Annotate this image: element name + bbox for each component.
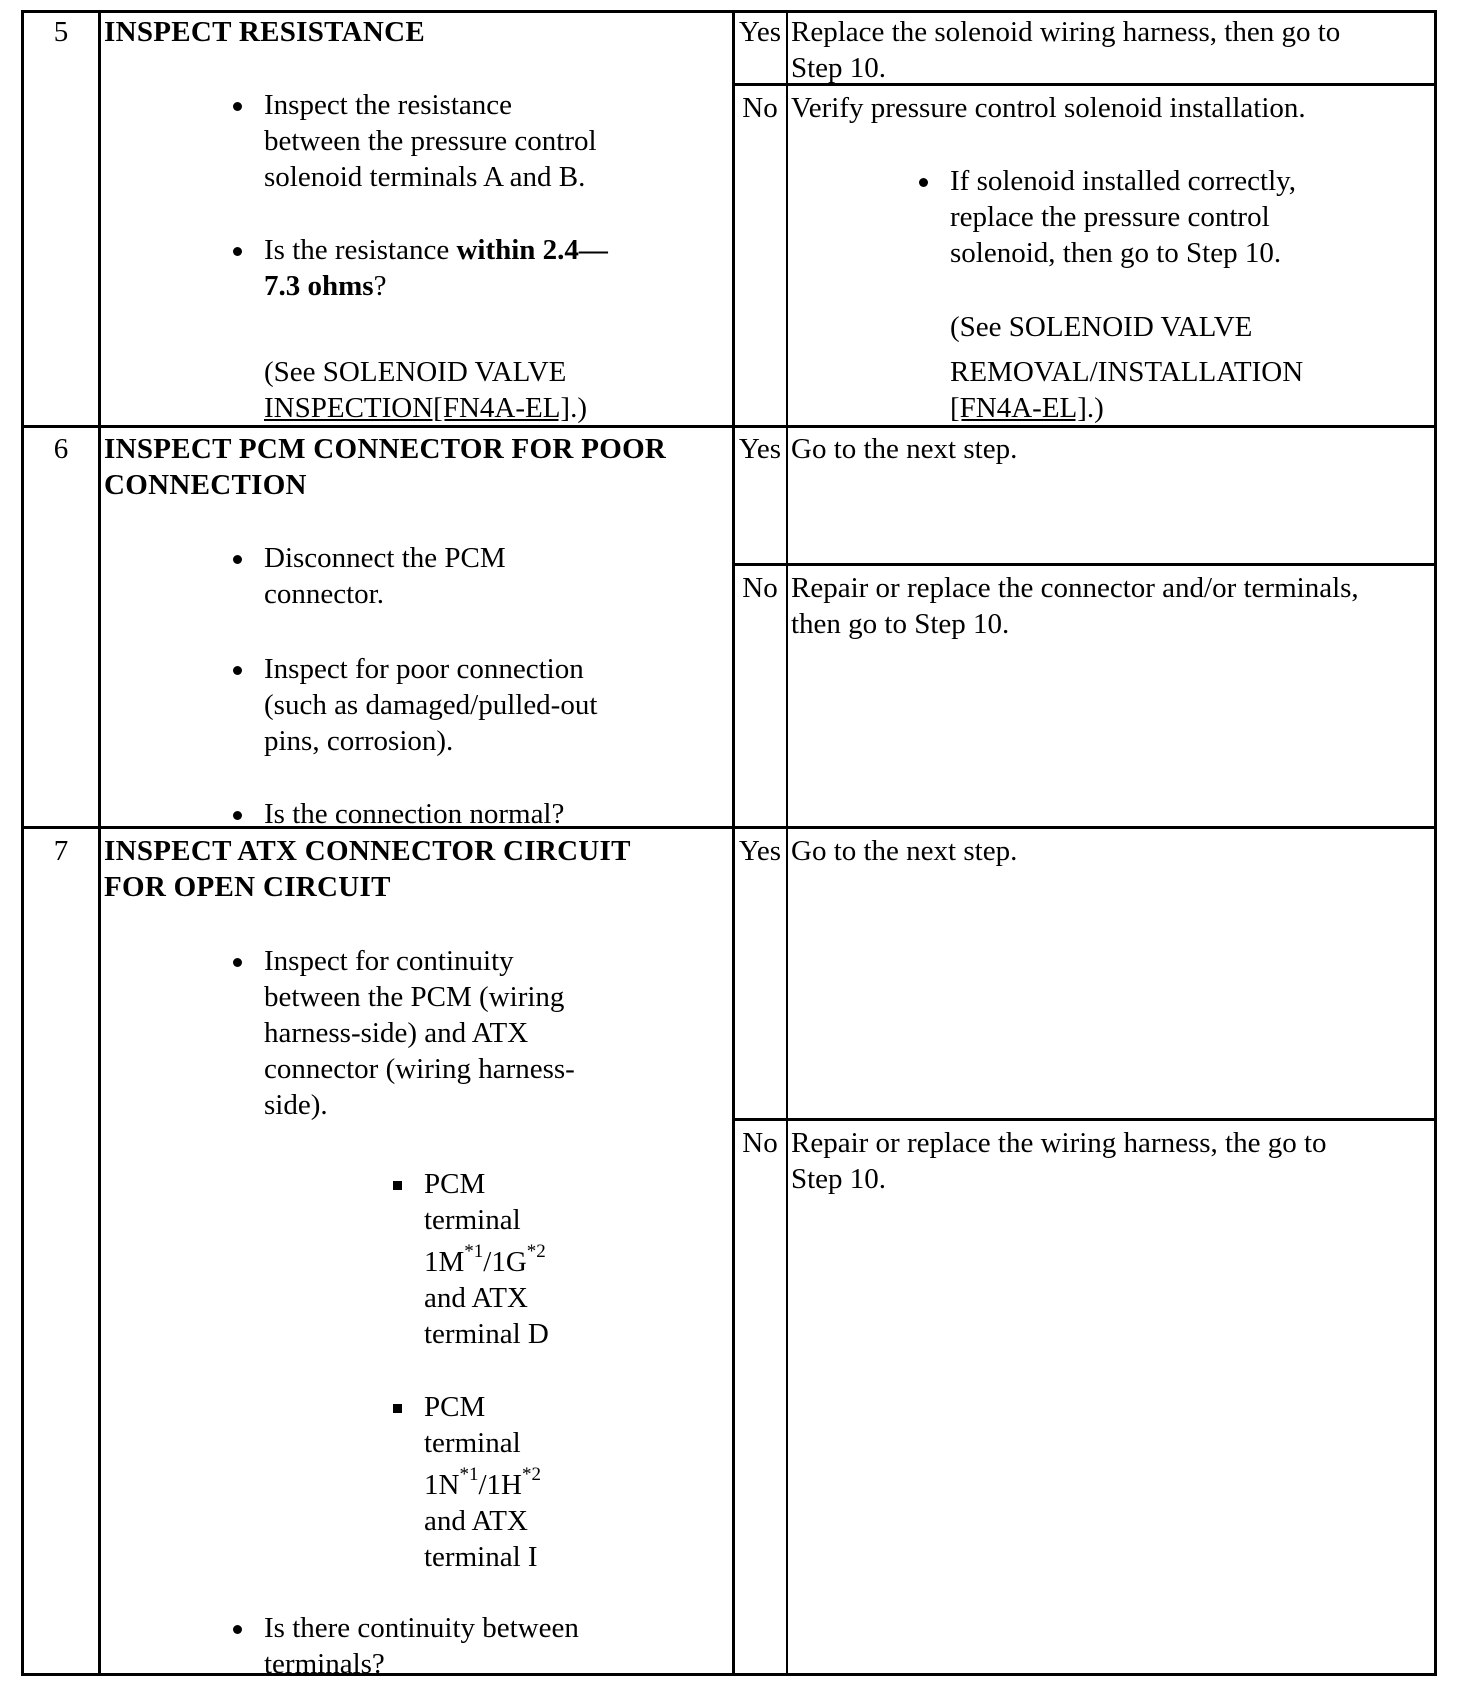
terminal-pair: PCM terminal $1N^{*1}/1H^{*2}$ and ATX terminal I [424, 1391, 541, 1573]
action-question: Is there continuity between terminals? [264, 1612, 579, 1680]
yes-no-separator [732, 563, 1437, 566]
column-rule-answer [786, 10, 788, 1676]
action-bullet: Inspect for poor connection (such as damaged/pulled-out pins, corrosion). [264, 653, 598, 757]
inspection-link[interactable]: INSPECTION[FN4A-EL] [264, 392, 571, 424]
yes-no-separator [732, 1118, 1437, 1121]
row-separator [21, 425, 1437, 428]
yes-result: Go to the next step. [791, 433, 1018, 465]
no-label: No [742, 572, 778, 604]
yes-label: Yes [738, 433, 782, 465]
removal-installation-link[interactable]: [FN4A-EL] [950, 392, 1087, 424]
see-reference: (See SOLENOID VALVE [264, 356, 567, 388]
no-result-bullet: If solenoid installed correctly, replace the pressure control solenoid, then go to Step 10. [950, 165, 1297, 269]
step-number: 5 [53, 16, 69, 48]
terminal-pair: PCM terminal $1M^{*1}/1G^{*2}$ and ATX terminal D [424, 1168, 549, 1350]
no-result: Repair or replace the connector and/or terminals, then go to Step 10. [791, 572, 1359, 640]
step-title: INSPECT PCM CONNECTOR FOR POOR CONNECTION [104, 433, 667, 501]
row-separator [21, 826, 1437, 829]
action-bullet: Inspect the resistance between the pressure control solenoid terminals A and B. [264, 89, 597, 193]
action-question: Is the connection normal? [264, 798, 565, 830]
yes-result: Replace the solenoid wiring harness, then go to Step 10. [791, 16, 1341, 84]
column-rule-step [98, 10, 101, 1676]
see-reference: REMOVAL/INSTALLATION [950, 356, 1304, 388]
reference-link-line: [FN4A-EL].) [950, 392, 1104, 424]
step-title: INSPECT ATX CONNECTOR CIRCUIT FOR OPEN CIRCUIT [104, 835, 631, 903]
no-label: No [742, 1127, 778, 1159]
action-question: Is the resistance within 2.4— 7.3 ohms? [264, 234, 608, 302]
no-result: Verify pressure control solenoid installation. [791, 92, 1306, 124]
yes-label: Yes [738, 835, 782, 867]
reference-link-line: INSPECTION[FN4A-EL].) [264, 392, 588, 424]
step-title: INSPECT RESISTANCE [104, 16, 426, 48]
step-number: 6 [53, 433, 69, 465]
no-label: No [742, 92, 778, 124]
yes-label: Yes [738, 16, 782, 48]
yes-result: Go to the next step. [791, 835, 1018, 867]
step-number: 7 [53, 835, 69, 867]
no-result: Repair or replace the wiring harness, the go to Step 10. [791, 1127, 1327, 1195]
action-bullet: Disconnect the PCM connector. [264, 542, 506, 610]
action-bullet: Inspect for continuity between the PCM (wiring harness-side) and ATX connector (wiring harness- side). [264, 945, 575, 1121]
see-reference: (See SOLENOID VALVE [950, 311, 1253, 343]
